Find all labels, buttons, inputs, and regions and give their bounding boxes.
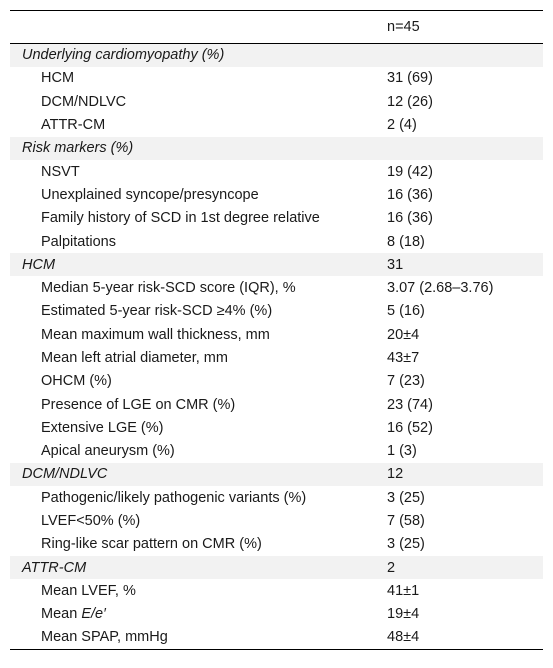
row-label: ATTR-CM [41, 117, 106, 134]
row-value: 31 [387, 253, 543, 276]
row-label: Palpitations [41, 233, 116, 250]
row-label: Mean SPAP, mmHg [10, 626, 387, 649]
row-value: 41±1 [387, 582, 420, 599]
table-row [10, 207, 543, 230]
table-row [10, 276, 543, 299]
row-value [387, 44, 543, 67]
characteristics-table [10, 10, 543, 650]
row-value: 8 (18) [387, 233, 425, 250]
table-row [10, 579, 543, 602]
row-label: HCM [41, 70, 75, 87]
table-row [10, 323, 543, 346]
section-label: Risk markers (%) [10, 137, 387, 160]
row-label: Family history of SCD in 1st degree relative [41, 210, 320, 227]
table-row [10, 67, 543, 90]
section-row [10, 556, 543, 579]
row-value: 3 (25) [387, 536, 425, 553]
row-value: 16 (36) [387, 186, 433, 203]
row-label: Mean LVEF, % [41, 582, 136, 599]
header-label-cell [10, 11, 387, 44]
row-value: 12 [387, 463, 543, 486]
row-label: Median 5-year risk-SCD score (IQR), % [41, 280, 296, 297]
row-value [387, 137, 543, 160]
section-label: DCM/NDLVC [10, 463, 387, 486]
table-row [10, 626, 543, 649]
section-row [10, 463, 543, 486]
row-value: 31 (69) [387, 70, 433, 87]
row-value: 3.07 (2.68–3.76) [387, 280, 494, 297]
section-row [10, 44, 543, 67]
table-header-row [10, 11, 543, 44]
row-label: Extensive LGE (%) [41, 419, 164, 436]
row-label-italic: E/e′ [81, 606, 106, 623]
row-value: 43±7 [387, 350, 420, 366]
row-value: 5 (16) [387, 303, 425, 320]
row-value: 2 [387, 556, 543, 579]
table-row [10, 113, 543, 136]
row-value: 23 (74) [387, 396, 433, 413]
table-row [10, 230, 543, 253]
row-value: 1 (3) [387, 443, 417, 460]
section-label: HCM [10, 253, 387, 276]
section-row [10, 137, 543, 160]
table-row [10, 160, 543, 183]
section-label: Underlying cardiomyopathy (%) [10, 44, 387, 67]
table-row [10, 393, 543, 416]
header-value-cell: n=45 [387, 11, 543, 44]
table-row [10, 440, 543, 463]
row-value: 16 (36) [387, 210, 433, 227]
table-body [10, 44, 543, 650]
row-label: Pathogenic/likely pathogenic variants (%) [41, 489, 307, 506]
row-label: Presence of LGE on CMR (%) [41, 396, 236, 413]
row-value: 3 (25) [387, 489, 425, 506]
row-label: DCM/NDLVC [41, 93, 127, 110]
row-label [10, 603, 387, 626]
row-label: Unexplained syncope/presyncope [41, 186, 259, 203]
row-value: 19 (42) [387, 163, 433, 180]
table-row [10, 90, 543, 113]
table-row [10, 183, 543, 206]
table-row [10, 346, 543, 369]
row-value: 7 (58) [387, 513, 425, 530]
table-row [10, 300, 543, 323]
row-value: 16 (52) [387, 419, 433, 436]
row-label: Ring-like scar pattern on CMR (%) [41, 536, 262, 553]
section-label: ATTR-CM [10, 556, 387, 579]
row-label: Estimated 5-year risk-SCD ≥4% (%) [41, 303, 273, 320]
row-label: Mean maximum wall thickness, mm [41, 326, 270, 343]
row-value: 19±4 [387, 606, 420, 623]
row-label: Mean left atrial diameter, mm [41, 350, 228, 366]
table-row [10, 370, 543, 393]
table-row [10, 416, 543, 439]
section-row [10, 253, 543, 276]
row-label: OHCM (%) [41, 373, 112, 390]
row-label: LVEF<50% (%) [41, 513, 141, 530]
table-row [10, 486, 543, 509]
row-label-prefix: Mean [41, 606, 82, 623]
table-row [10, 509, 543, 532]
characteristics-table-container [10, 10, 543, 650]
table-row [10, 533, 543, 556]
row-value: 20±4 [387, 326, 420, 343]
row-value: 7 (23) [387, 373, 425, 390]
row-value: 2 (4) [387, 117, 417, 134]
row-label: NSVT [41, 163, 80, 180]
row-value: 12 (26) [387, 93, 433, 110]
row-label: Apical aneurysm (%) [41, 443, 175, 460]
row-value: 48±4 [387, 626, 543, 649]
table-row [10, 603, 543, 626]
